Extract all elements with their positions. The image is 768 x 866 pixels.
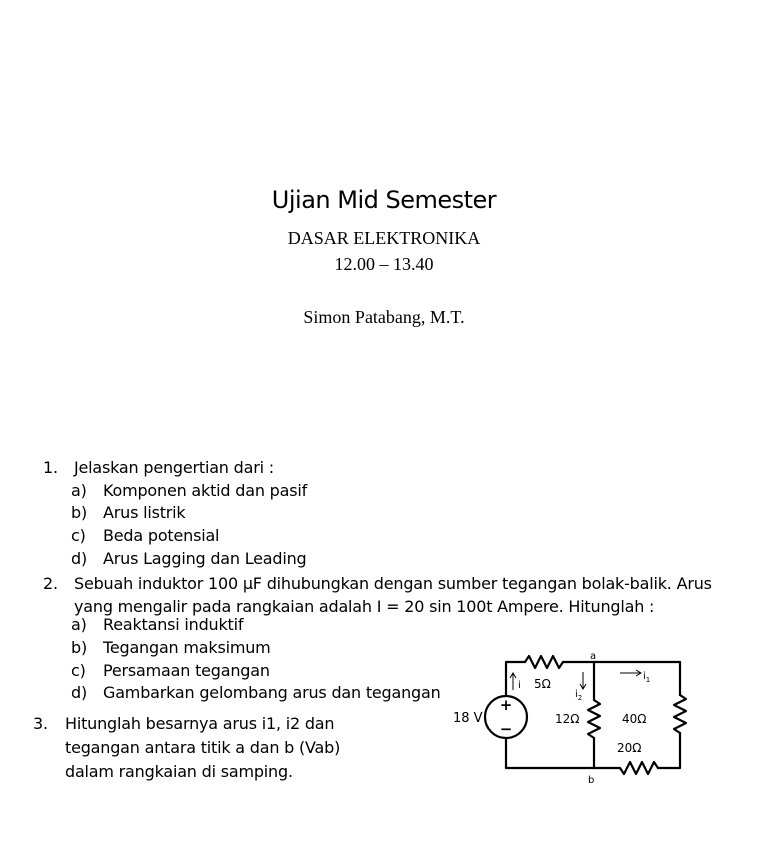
node-b-label: b: [588, 775, 595, 786]
list-item: a) Komponen aktid dan pasif: [71, 481, 308, 500]
r-mid-label: 12Ω: [555, 712, 580, 726]
current-i-arrow: [510, 673, 516, 690]
current-i2-arrow: [580, 672, 586, 689]
question-text: Jelaskan pengertian dari :: [74, 458, 274, 477]
course-name: DASAR ELEKTRONIKA: [287, 228, 481, 248]
wire-top-right: [563, 662, 680, 695]
wire-bottom: [506, 738, 620, 768]
r-top-label: 5Ω: [534, 677, 551, 691]
list-item: b) Arus listrik: [71, 503, 186, 522]
exam-time: 12.00 – 13.40: [334, 254, 434, 274]
wire-right: [658, 733, 680, 768]
current-i1-arrow: [620, 670, 641, 676]
source-plus: +: [499, 696, 513, 714]
list-item: d) Gambarkan gelombang arus dan tegangan: [71, 683, 441, 702]
resistor-5ohm: [525, 656, 563, 668]
question-text-line3: dalam rangkaian di samping.: [65, 762, 293, 781]
source-label: 18 V: [453, 711, 483, 726]
lecturer-name: Simon Patabang, M.T.: [303, 307, 465, 327]
list-item: c) Persamaan tegangan: [71, 661, 270, 680]
r-right-label: 40Ω: [622, 712, 647, 726]
r-bottom-label: 20Ω: [617, 741, 642, 755]
source-minus: −: [499, 720, 513, 738]
resistor-20ohm: [620, 762, 658, 774]
list-item: a) Reaktansi induktif: [71, 615, 244, 634]
question-text-line1: Sebuah induktor 100 µF dihubungkan dengan sumber tegangan bolak-balik. Arus: [74, 574, 712, 593]
question-number: 1.: [43, 458, 58, 477]
resistor-40ohm: [674, 695, 686, 733]
question-number: 3.: [33, 714, 48, 733]
resistor-12ohm: [588, 700, 600, 738]
current-i-label: i: [518, 680, 521, 691]
list-item: d) Arus Lagging dan Leading: [71, 549, 307, 568]
list-item: b) Tegangan maksimum: [71, 638, 271, 657]
list-item: c) Beda potensial: [71, 526, 220, 545]
question-text-line1: Hitunglah besarnya arus i1, i2 dan: [65, 714, 335, 733]
current-i2-label: $i_2$: [575, 689, 583, 702]
node-a-label: a: [590, 651, 597, 662]
page-title: Ujian Mid Semester: [271, 186, 497, 214]
question-text-line2: yang mengalir pada rangkaian adalah I = 20 sin 100t Ampere. Hitunglah :: [74, 596, 655, 616]
current-i1-label: $i_1$: [643, 671, 651, 684]
question-number: 2.: [43, 574, 58, 593]
question-text-line2: tegangan antara titik a dan b (Vab): [65, 738, 341, 757]
